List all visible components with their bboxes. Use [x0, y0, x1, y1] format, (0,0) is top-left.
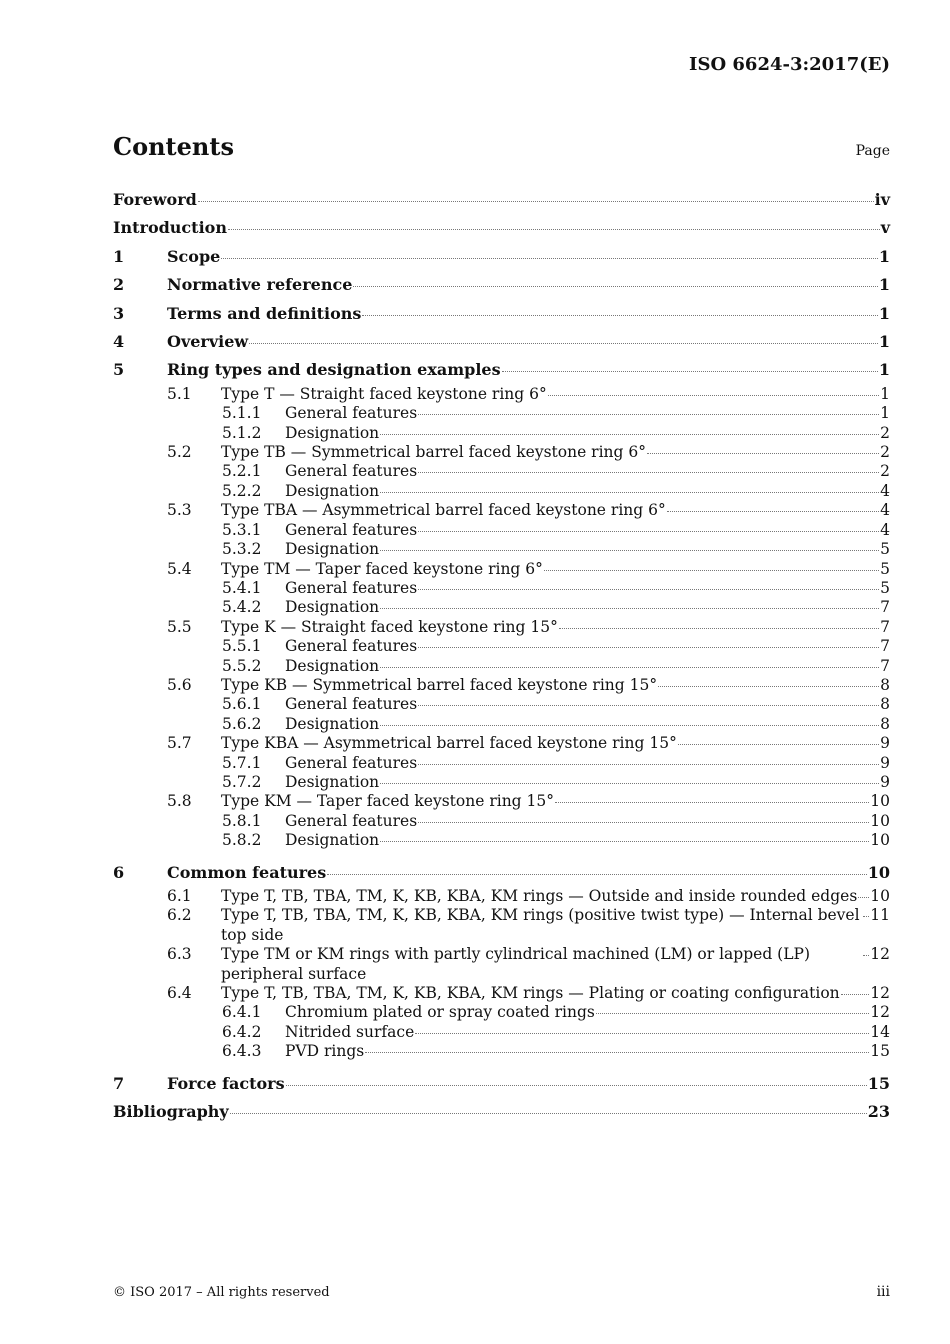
toc-entry-page: 7: [880, 656, 890, 675]
toc-entry-number: 6.3: [167, 945, 192, 964]
dot-leader: [418, 531, 879, 532]
toc-entry[interactable]: [113, 214, 890, 242]
toc-entry-page: 2: [880, 443, 890, 462]
dot-leader: [418, 472, 879, 473]
toc-entry-title[interactable]: Scope: [167, 246, 221, 266]
toc-entry-page: 1: [878, 303, 890, 323]
toc-entry-number: 5.4: [167, 559, 192, 578]
toc-entry-title[interactable]: Ring types and designation examples: [167, 360, 501, 380]
toc-entry-number: 5.2: [167, 443, 192, 462]
toc-entry[interactable]: [113, 404, 890, 423]
toc-entry[interactable]: [113, 482, 890, 501]
toc-entry[interactable]: [113, 579, 890, 598]
toc-entry[interactable]: [113, 501, 890, 520]
toc-entry-title[interactable]: Chromium plated or spray coated rings: [285, 1003, 595, 1022]
toc-entry-title[interactable]: Type KM — Taper faced keystone ring 15°: [221, 792, 555, 811]
toc-entry-page: 7: [880, 617, 890, 636]
toc-entry-number: 5.7: [167, 734, 192, 753]
toc-entry-page: iv: [874, 190, 890, 209]
toc-entry-number: 1: [113, 246, 125, 266]
toc-entry-title[interactable]: Type KBA — Asymmetrical barrel faced keystone ring 15°: [221, 734, 677, 753]
toc-entry-page: 2: [880, 462, 890, 481]
dot-leader: [380, 550, 879, 551]
toc-entry[interactable]: [113, 521, 890, 540]
dot-leader: [555, 802, 869, 803]
toc-entry-number: 6: [113, 862, 125, 882]
page-column-label: Page: [855, 143, 890, 159]
toc-entry-page: 14: [870, 1022, 890, 1041]
dot-leader: [863, 955, 869, 956]
toc-entry-page: 1: [878, 275, 890, 295]
toc-entry-title[interactable]: Normative reference: [167, 275, 353, 295]
toc-entry-number: 5.2.1: [222, 462, 262, 481]
toc-entry-page: v: [880, 218, 890, 238]
toc-entry-page: 10: [870, 831, 890, 850]
toc-entry[interactable]: [113, 906, 890, 945]
dot-leader: [228, 229, 880, 230]
copyright-notice: © ISO 2017 – All rights reserved: [113, 1285, 330, 1300]
toc-entry[interactable]: [113, 773, 890, 792]
toc-entry-page: 10: [870, 792, 890, 811]
toc-entry-number: 5: [113, 360, 125, 380]
toc-entry-number: 6.4.2: [222, 1022, 262, 1041]
toc-entry-page: 1: [880, 384, 890, 403]
toc-entry-number: 6.4.1: [222, 1003, 262, 1022]
document-id: ISO 6624-3:2017(E): [689, 54, 890, 75]
dot-leader: [249, 343, 878, 344]
toc-entry-title[interactable]: Type T, TB, TBA, TM, K, KB, KBA, KM rings (positive twist type) — Internal bevel top side: [221, 906, 860, 944]
toc-entry-title[interactable]: General features: [285, 520, 418, 539]
toc-entry-title[interactable]: General features: [285, 637, 418, 656]
dot-leader: [380, 434, 879, 435]
toc-entry[interactable]: [113, 186, 890, 214]
dot-leader: [221, 258, 878, 259]
toc-entry-title[interactable]: Force factors: [167, 1073, 285, 1093]
toc-entry-number: 5.3: [167, 501, 192, 520]
toc-entry-title[interactable]: Type T, TB, TBA, TM, K, KB, KBA, KM rings — Plating or coating configuration: [221, 984, 840, 1003]
toc-entry-title[interactable]: Designation: [285, 598, 380, 617]
toc-entry[interactable]: [113, 984, 890, 1003]
toc-entry-number: 6.4: [167, 984, 192, 1003]
toc-entry[interactable]: [113, 754, 890, 773]
toc-entry-page: 7: [880, 598, 890, 617]
toc-entry-number: 5.5.1: [222, 637, 262, 656]
toc-entry[interactable]: [113, 300, 890, 328]
toc-entry-page: 10: [867, 862, 890, 882]
toc-entry-page: 12: [870, 984, 890, 1003]
toc-entry-title[interactable]: Designation: [285, 540, 380, 559]
toc-entry[interactable]: [113, 540, 890, 559]
toc-entry-page: 8: [880, 675, 890, 694]
toc-entry-number: 5.6.2: [222, 714, 262, 733]
toc-entry[interactable]: [113, 657, 890, 676]
toc-entry[interactable]: [113, 271, 890, 299]
toc-entry-number: 4: [113, 332, 125, 352]
toc-entry-number: 5.6: [167, 675, 192, 694]
dot-leader: [418, 414, 879, 415]
dot-leader: [380, 608, 879, 609]
toc-entry-title[interactable]: Foreword: [113, 190, 197, 209]
toc-entry-title[interactable]: Nitrided surface: [285, 1022, 415, 1041]
dot-leader: [230, 1113, 867, 1114]
toc-entry[interactable]: [113, 734, 890, 753]
toc-entry[interactable]: [113, 792, 890, 811]
toc-entry-page: 15: [867, 1073, 890, 1093]
dot-leader: [353, 286, 877, 287]
toc-entry-number: 5.4.1: [222, 578, 262, 597]
toc-entry-number: 5.7.2: [222, 772, 262, 791]
dot-leader: [858, 897, 869, 898]
toc-entry-number: 5.3.1: [222, 520, 262, 539]
toc-entry-title[interactable]: Common features: [167, 862, 327, 882]
dot-leader: [327, 874, 867, 875]
toc-entry-number: 6.4.3: [222, 1042, 262, 1061]
toc-entry-page: 4: [880, 481, 890, 500]
toc-entry-page: 8: [880, 695, 890, 714]
dot-leader: [596, 1013, 869, 1014]
toc-entry-title[interactable]: General features: [285, 811, 418, 830]
dot-leader: [365, 1052, 869, 1053]
dot-leader: [380, 492, 879, 493]
toc-entry[interactable]: [113, 715, 890, 734]
toc-entry[interactable]: [113, 243, 890, 271]
toc-entry-page: 10: [870, 887, 890, 905]
toc-entry-number: 2: [113, 275, 125, 295]
toc-entry[interactable]: [113, 356, 890, 384]
toc-entry[interactable]: [113, 598, 890, 617]
toc-entry-title[interactable]: Type T, TB, TBA, TM, K, KB, KBA, KM rings — Outside and inside rounded edges: [221, 887, 858, 905]
toc-entry-page: 5: [880, 559, 890, 578]
toc-entry-title[interactable]: Introduction: [113, 218, 227, 238]
dot-leader: [548, 395, 879, 396]
toc-entry-number: 5.1.2: [222, 423, 262, 442]
dot-leader: [841, 994, 870, 995]
toc-entry[interactable]: [113, 1070, 890, 1098]
toc-entry-number: 5.3.2: [222, 540, 262, 559]
toc-entry-page: 11: [870, 906, 890, 925]
toc-entry-page: 8: [880, 714, 890, 733]
toc-entry-title[interactable]: Designation: [285, 831, 380, 850]
toc-entry-page: 9: [880, 753, 890, 772]
toc-entry-title[interactable]: Bibliography: [113, 1102, 229, 1122]
toc-entry-title[interactable]: General features: [285, 753, 418, 772]
toc-entry[interactable]: [113, 462, 890, 481]
dot-leader: [380, 841, 869, 842]
toc-entry-title[interactable]: Overview: [167, 332, 249, 352]
table-of-contents: [113, 186, 890, 1126]
toc-entry-number: 5.5.2: [222, 656, 262, 675]
toc-entry[interactable]: [113, 812, 890, 831]
page-number: iii: [876, 1284, 890, 1300]
toc-entry-page: 2: [880, 423, 890, 442]
toc-entry[interactable]: [113, 443, 890, 462]
toc-entry[interactable]: [113, 887, 890, 906]
toc-entry-number: 5.1: [167, 384, 192, 403]
toc-entry-number: 7: [113, 1073, 125, 1093]
toc-entry-title[interactable]: Type T — Straight faced keystone ring 6°: [221, 384, 547, 403]
toc-entry-page: 4: [880, 501, 890, 520]
toc-entry-page: 1: [878, 332, 890, 352]
toc-entry-title[interactable]: Type TM or KM rings with partly cylindrical machined (LM) or lapped (LP) peripheral surface: [221, 945, 810, 983]
toc-entry-number: 5.2.2: [222, 481, 262, 500]
toc-entry-number: 6.2: [167, 906, 192, 925]
toc-entry-page: 1: [880, 404, 890, 423]
toc-entry-page: 23: [867, 1102, 890, 1122]
toc-entry[interactable]: [113, 1042, 890, 1061]
toc-entry-title[interactable]: Type K — Straight faced keystone ring 15°: [221, 617, 558, 636]
toc-entry-title[interactable]: Type TM — Taper faced keystone ring 6°: [221, 559, 543, 578]
toc-entry-page: 1: [878, 360, 890, 380]
toc-entry-title[interactable]: Type TBA — Asymmetrical barrel faced keystone ring 6°: [221, 501, 666, 520]
toc-entry-page: 1: [878, 246, 890, 266]
toc-entry-title[interactable]: Designation: [285, 714, 380, 733]
toc-entry[interactable]: [113, 1023, 890, 1042]
toc-entry-page: 10: [870, 811, 890, 830]
toc-entry[interactable]: [113, 1098, 890, 1126]
toc-entry[interactable]: [113, 637, 890, 656]
toc-entry-title[interactable]: Designation: [285, 481, 380, 500]
toc-entry-page: 12: [870, 1003, 890, 1022]
toc-entry-title[interactable]: PVD rings: [285, 1042, 365, 1061]
toc-entry-page: 12: [870, 945, 890, 964]
dot-leader: [198, 201, 874, 202]
dot-leader: [380, 725, 879, 726]
toc-entry-title[interactable]: General features: [285, 404, 418, 423]
toc-entry-number: 5.7.1: [222, 753, 262, 772]
toc-entry-number: 5.1.1: [222, 404, 262, 423]
toc-entry-title[interactable]: Designation: [285, 772, 380, 791]
toc-entry[interactable]: [113, 695, 890, 714]
dot-leader: [418, 705, 879, 706]
toc-entry-title[interactable]: General features: [285, 462, 418, 481]
toc-entry-page: 7: [880, 637, 890, 656]
toc-entry-number: 5.8.1: [222, 811, 262, 830]
toc-entry-number: 5.4.2: [222, 598, 262, 617]
toc-entry-title[interactable]: Type KB — Symmetrical barrel faced keystone ring 15°: [221, 675, 658, 694]
toc-entry-number: 5.8: [167, 792, 192, 811]
toc-entry-page: 4: [880, 520, 890, 539]
toc-entry[interactable]: [113, 945, 890, 984]
dot-leader: [658, 686, 879, 687]
toc-entry[interactable]: [113, 859, 890, 887]
toc-entry[interactable]: [113, 328, 890, 356]
dot-leader: [418, 589, 879, 590]
toc-entry[interactable]: [113, 560, 890, 579]
toc-entry-page: 9: [880, 734, 890, 753]
toc-entry[interactable]: [113, 676, 890, 695]
toc-entry[interactable]: [113, 385, 890, 404]
toc-entry-number: 5.8.2: [222, 831, 262, 850]
dot-leader: [678, 744, 879, 745]
dot-leader: [418, 822, 869, 823]
dot-leader: [380, 783, 879, 784]
toc-entry-title[interactable]: Designation: [285, 423, 380, 442]
toc-entry-number: 3: [113, 303, 125, 323]
toc-entry-page: 5: [880, 540, 890, 559]
toc-entry-number: 5.5: [167, 617, 192, 636]
dot-leader: [286, 1085, 867, 1086]
toc-entry-number: 6.1: [167, 887, 192, 905]
toc-entry[interactable]: [113, 1003, 890, 1022]
toc-entry-page: 5: [880, 578, 890, 597]
toc-entry-title[interactable]: Terms and definitions: [167, 303, 362, 323]
dot-leader: [559, 628, 879, 629]
toc-entry-page: 15: [870, 1042, 890, 1061]
dot-leader: [544, 570, 879, 571]
toc-entry-title[interactable]: Designation: [285, 656, 380, 675]
toc-entry-title[interactable]: General features: [285, 695, 418, 714]
dot-leader: [502, 371, 878, 372]
dot-leader: [647, 453, 879, 454]
toc-entry[interactable]: [113, 618, 890, 637]
dot-leader: [380, 667, 879, 668]
dot-leader: [418, 647, 879, 648]
dot-leader: [362, 315, 877, 316]
page-title: Contents: [113, 132, 234, 161]
toc-entry-page: 9: [880, 772, 890, 791]
toc-entry[interactable]: [113, 831, 890, 850]
dot-leader: [418, 764, 879, 765]
dot-leader: [415, 1033, 869, 1034]
toc-entry[interactable]: [113, 424, 890, 443]
toc-entry-number: 5.6.1: [222, 695, 262, 714]
toc-entry-title[interactable]: Type TB — Symmetrical barrel faced keystone ring 6°: [221, 443, 646, 462]
dot-leader: [863, 916, 869, 917]
dot-leader: [667, 511, 879, 512]
toc-entry-title[interactable]: General features: [285, 578, 418, 597]
